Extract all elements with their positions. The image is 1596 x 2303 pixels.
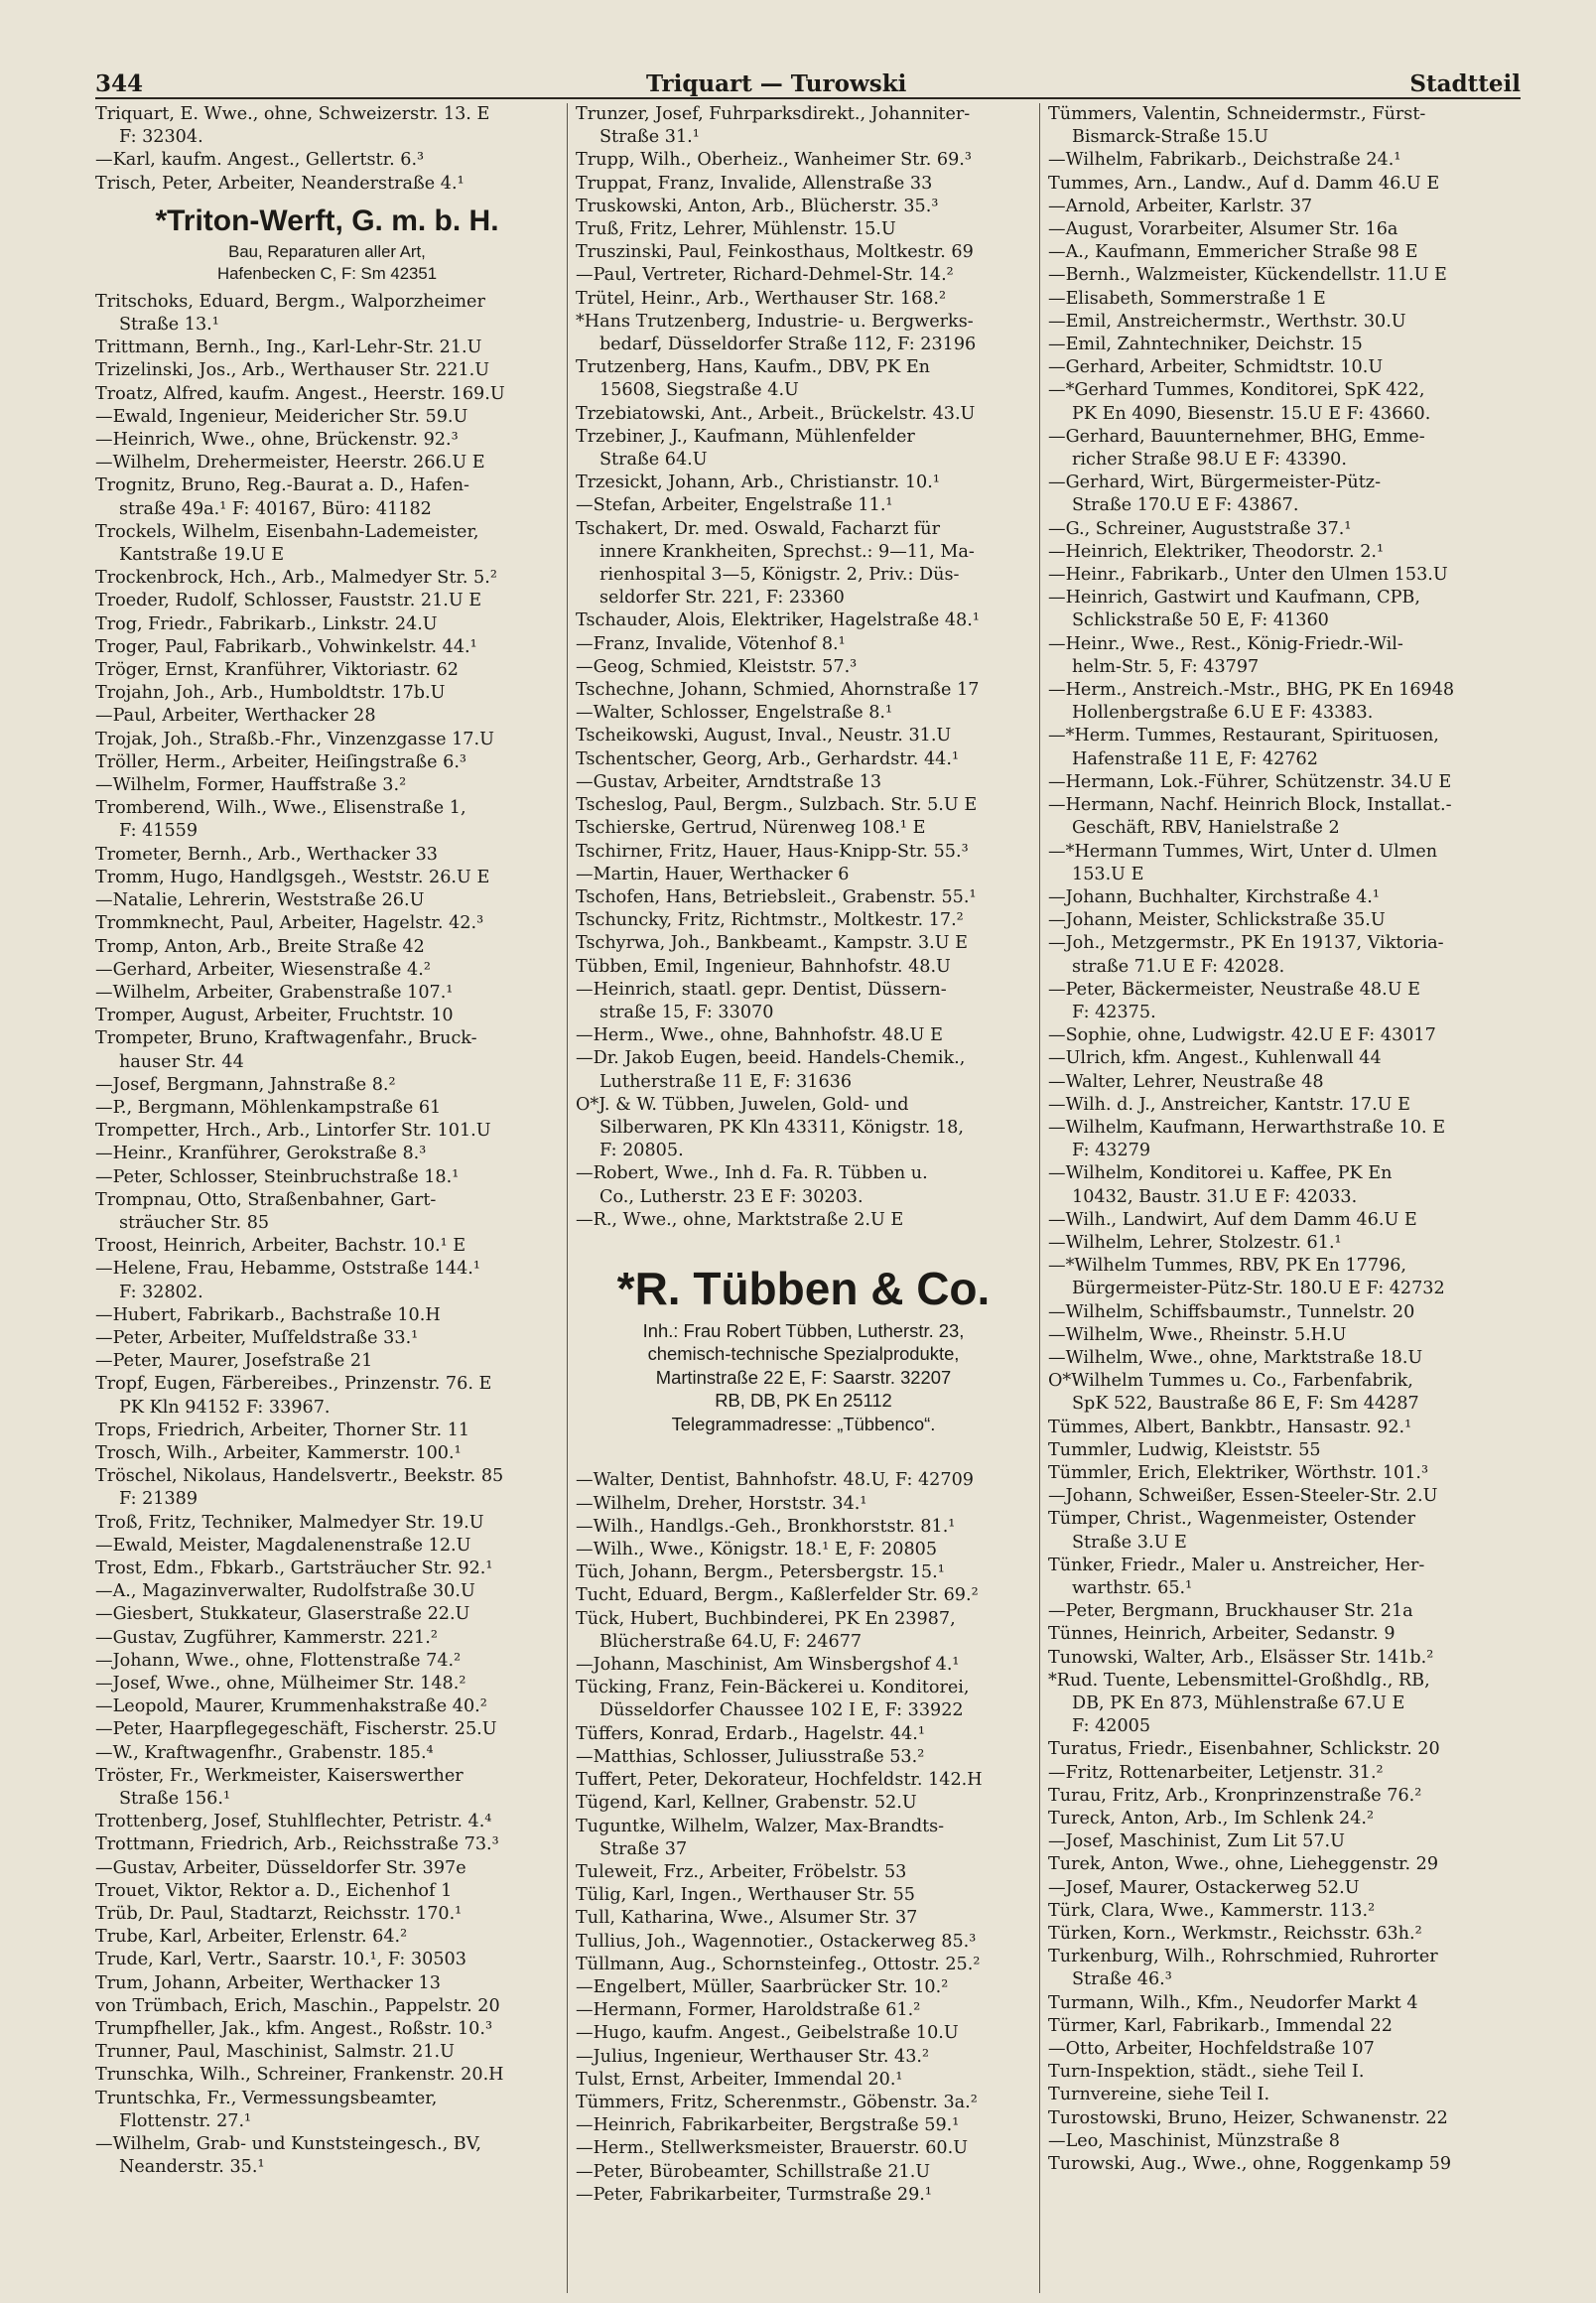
directory-entry: Trog, Friedr., Fabrikarb., Linkstr. 24.U [95,613,438,634]
directory-entry: Turnvereine, siehe Teil I. [1048,2085,1270,2105]
directory-entry: —Wilhelm, Fabrikarb., Deichstraße 24.¹ [1048,150,1401,171]
section-label: Stadtteil [1409,70,1521,97]
directory-entry: —Geog, Schmied, Kleiststr. 57.³ [576,656,858,677]
directory-entry: Troß, Fritz, Techniker, Malmedyer Str. 19.U [95,1512,484,1533]
advertisement-name: *Triton-Werft, G. m. b. H. [155,203,499,237]
directory-entry-continuation: F: 43279 [1072,1141,1151,1161]
directory-entry: —Peter, Haarpflegegeschäft, Fischerstr. 25.U [95,1719,497,1740]
directory-entry: Tüffers, Konrad, Erdarb., Hagelstr. 44.¹ [576,1723,925,1744]
directory-entry: —Leopold, Maurer, Krummenhakstraße 40.² [95,1696,487,1717]
directory-entry: —Natalie, Lehrerin, Weststraße 26.U [95,890,425,911]
directory-entry: Turau, Fritz, Arb., Kronprinzenstraße 76.² [1048,1785,1422,1806]
advertisement-line: Martinstraße 22 E, F: Saarstr. 32207 [655,1366,952,1388]
directory-entry: Trockenbrock, Hch., Arb., Malmedyer Str. 5.² [95,568,497,589]
directory-entry: —Walter, Dentist, Bahnhofstr. 48.U, F: 42709 [576,1470,974,1491]
directory-entry-continuation: Lutherstraße 11 E, F: 31636 [599,1071,853,1092]
directory-entry: Tull, Katharina, Wwe., Alsumer Str. 37 [576,1908,918,1929]
directory-entry: O*Wilhelm Tummes u. Co., Farbenfabrik, [1048,1371,1413,1392]
directory-entry-continuation: Blücherstraße 64.U, F: 24677 [599,1631,863,1652]
directory-entry: —Sophie, ohne, Ludwigstr. 42.U E F: 43017 [1048,1025,1436,1046]
directory-entry: —Wilhelm, Konditorei u. Kaffee, PK En [1048,1163,1393,1184]
directory-entry: Tschyrwa, Joh., Bankbeamt., Kampstr. 3.U E [576,933,968,954]
directory-entry-continuation: Straße 3.U E [1072,1532,1187,1553]
directory-entry: Trompetter, Hrch., Arb., Lintorfer Str. 101.U [95,1121,491,1142]
directory-entry: —Josef, Wwe., ohne, Mülheimer Str. 148.² [95,1674,466,1693]
directory-entry: Tschechne, Johann, Schmied, Ahornstraße 17 [576,680,980,701]
directory-entry: —Hermann, Nachf. Heinrich Block, Installat.- [1048,795,1452,816]
directory-entry: Trouet, Viktor, Rektor a. D., Eichenhof 1 [95,1880,453,1901]
directory-entry: Türk, Clara, Wwe., Kammerstr. 113.² [1048,1900,1376,1921]
advertisement-line: Telegrammadresse: „Tübbenco“. [671,1413,936,1434]
directory-entry: Tümper, Christ., Wagenmeister, Ostender [1048,1509,1416,1530]
directory-entry: —*Herm. Tummes, Restaurant, Spirituosen, [1048,726,1439,746]
directory-entry: Trizelinski, Jos., Arb., Werthauser Str. 221.U [95,360,490,381]
directory-entry: —A., Kaufmann, Emmericher Straße 98 E [1048,242,1418,263]
directory-entry: —Gerhard, Arbeiter, Schmidtstr. 10.U [1048,357,1384,378]
directory-entry: —Gerhard, Bauunternehmer, BHG, Emme- [1048,426,1425,447]
directory-entry: Tüch, Johann, Bergm., Petersbergstr. 15.¹ [576,1562,945,1583]
directory-entry: —Engelbert, Müller, Saarbrücker Str. 10.² [576,1976,949,1997]
column-1 [95,103,568,2293]
directory-entry: —Peter, Maurer, Josefstraße 21 [95,1351,373,1372]
directory-entry: Tschauder, Alois, Elektriker, Hagelstraße 48.¹ [576,610,980,631]
directory-entry: Tschierske, Gertrud, Nürenweg 108.¹ E [576,818,926,839]
directory-entry: Tschofen, Hans, Betriebsleit., Grabenstr. 55.¹ [576,886,977,907]
directory-entry-continuation: F: 21389 [119,1489,199,1510]
directory-entry: von Trümbach, Erich, Maschin., Pappelstr. 20 [95,1995,500,2016]
directory-entry-continuation: Straße 13.¹ [119,315,219,336]
directory-entry: *Rud. Tuente, Lebensmittel-Großhdlg., RB, [1048,1670,1430,1691]
directory-entry: —Josef, Maschinist, Zum Lit 57.U [1048,1831,1345,1852]
directory-entry-continuation: Straße 31.¹ [599,127,700,148]
directory-entry: Tück, Hubert, Buchbinderei, PK En 23987, [576,1608,956,1629]
directory-entry: Tummler, Ludwig, Kleiststr. 55 [1048,1439,1321,1460]
directory-entry: —Paul, Arbeiter, Werthacker 28 [95,706,376,727]
directory-entry: —Peter, Fabrikarbeiter, Turmstraße 29.¹ [576,2184,932,2205]
page-header [95,64,1521,99]
directory-entry: —Otto, Arbeiter, Hochfeldstraße 107 [1048,2039,1375,2060]
directory-entry: Trube, Karl, Arbeiter, Erlenstr. 64.² [95,1927,408,1948]
directory-entry: Turmann, Wilh., Kfm., Neudorfer Markt 4 [1048,1992,1418,2013]
directory-entry: Tromp, Anton, Arb., Breite Straße 42 [95,936,425,957]
running-title: Triquart — Turowski [646,70,907,97]
directory-entry-continuation: Bismarck-Straße 15.U [1072,127,1268,148]
directory-entry: Tümmes, Albert, Bankbtr., Hansastr. 92.¹ [1048,1417,1412,1437]
directory-entry: Tümmers, Valentin, Schneidermstr., Fürst- [1048,104,1426,124]
directory-entry: Trütel, Heinr., Arb., Werthauser Str. 168.² [576,288,947,309]
directory-entry-continuation: Straße 156.¹ [119,1789,231,1810]
directory-entry: Tulst, Ernst, Arbeiter, Immendal 20.¹ [576,2069,903,2090]
directory-entry: —Walter, Lehrer, Neustraße 48 [1048,1071,1324,1092]
directory-entry: —Wilh., Landwirt, Auf dem Damm 46.U E [1048,1209,1417,1230]
directory-entry: Trosch, Wilh., Arbeiter, Kammerstr. 100.¹ [95,1442,462,1463]
directory-entry-continuation: Flottenstr. 27.¹ [119,2110,252,2131]
directory-entry: Tunowski, Walter, Arb., Elsässer Str. 141b.² [1048,1647,1434,1668]
directory-entry-continuation: Düsseldorfer Chaussee 102 I E, F: 33922 [599,1700,964,1721]
directory-entry: —Johann, Maschinist, Am Winsbergshof 4.¹ [576,1655,960,1676]
directory-entry: —Fritz, Rottenarbeiter, Letjenstr. 31.² [1048,1762,1384,1783]
advertisement [576,1258,1031,1436]
directory-entry: —Hermann, Former, Haroldstraße 61.² [576,2000,921,2021]
directory-entry: —*Wilhelm Tummes, RBV, PK En 17796, [1048,1256,1407,1277]
directory-entry-continuation: Straße 64.U [599,450,708,471]
directory-entry: —Heinr., Wwe., Rest., König-Friedr.-Wil- [1048,633,1403,654]
directory-entry: —Martin, Hauer, Werthacker 6 [576,864,850,884]
directory-entry: Troger, Paul, Fabrikarb., Vohwinkelstr. 44.¹ [95,636,477,657]
directory-entry: —Wilhelm, Wwe., Rheinstr. 5.H.U [1048,1324,1347,1345]
directory-entry: —Walter, Schlosser, Engelstraße 8.¹ [576,703,893,724]
directory-entry: Tröger, Ernst, Kranführer, Viktoriastr. 62 [95,660,459,681]
directory-entry: Turostowski, Bruno, Heizer, Schwanenstr. 22 [1048,2107,1448,2128]
directory-entry: Trometer, Bernh., Arb., Werthacker 33 [95,844,439,865]
directory-entry: Trommknecht, Paul, Arbeiter, Hagelstr. 42.³ [95,913,484,934]
directory-entry: Turowski, Aug., Wwe., ohne, Roggenkamp 59 [1048,2154,1452,2175]
column-3 [1040,103,1556,2293]
directory-entry: —Peter, Arbeiter, Muſfeldstraße 33.¹ [95,1327,419,1348]
directory-entry: —Elisabeth, Sommerstraße 1 E [1048,288,1326,309]
directory-entry: Trittmann, Bernh., Ing., Karl-Lehr-Str. 21.U [95,338,482,358]
directory-entry: Triquart, E. Wwe., ohne, Schweizerstr. 13. E [95,104,490,124]
directory-entry: Turek, Anton, Wwe., ohne, Lieheggenstr. 29 [1048,1854,1439,1875]
directory-entry: —Robert, Wwe., Inh d. Fa. R. Tübben u. [576,1163,928,1184]
directory-entry-continuation: Neanderstr. 35.¹ [119,2157,265,2178]
directory-entry-continuation: straße 15, F: 33070 [599,1002,774,1022]
directory-entry: Tucht, Eduard, Bergm., Kaßlerfelder Str. 69.² [576,1585,979,1606]
directory-entry: —Heinr., Kranführer, Gerokstraße 8.³ [95,1144,427,1164]
directory-entry-continuation: straße 49a.¹ F: 40167, Büro: 41182 [119,498,432,519]
directory-entry: —Hermann, Lok.-Führer, Schützenstr. 34.U E [1048,771,1452,792]
directory-entry: —Karl, kaufm. Angest., Gellertstr. 6.³ [95,150,425,171]
directory-entry: —Ulrich, kfm. Angest., Kuhlenwall 44 [1048,1048,1382,1069]
page-number: 344 [95,70,144,97]
directory-entry: —Johann, Buchhalter, Kirchstraße 4.¹ [1048,886,1380,907]
directory-columns [95,103,1556,2293]
directory-entry: Türken, Korn., Werkmstr., Reichsstr. 63h.² [1048,1924,1422,1945]
directory-entry: —Johann, Meister, Schlickstraße 35.U [1048,910,1386,931]
directory-entry-continuation: Silberwaren, PK Kln 43311, Königstr. 18, [599,1117,964,1138]
directory-entry: Trompnau, Otto, Straßenbahner, Gart- [95,1189,437,1210]
directory-entry: Trude, Karl, Vertr., Saarstr. 10.¹, F: 30503 [95,1950,466,1970]
directory-entry: Tummes, Arn., Landw., Auf d. Damm 46.U E [1048,173,1440,194]
directory-entry: —Julius, Ingenieur, Werthauser Str. 43.² [576,2046,930,2067]
directory-entry: —August, Vorarbeiter, Alsumer Str. 16a [1048,219,1398,240]
directory-entry: Truppat, Franz, Invalide, Allenstraße 33 [576,173,933,194]
directory-entry: —Herm., Wwe., ohne, Bahnhofstr. 48.U E [576,1025,943,1046]
directory-entry-continuation: Geschäft, RBV, Hanielstraße 2 [1072,818,1340,839]
directory-entry: Trupp, Wilh., Oberheiz., Wanheimer Str. 69.³ [576,150,972,171]
directory-entry-continuation: DB, PK En 873, Mühlenstraße 67.U E [1072,1693,1405,1714]
directory-entry-continuation: 153.U E [1072,864,1144,884]
directory-entry: Tröschel, Nikolaus, Handelsvertr., Beekstr. 85 [95,1466,504,1487]
directory-entry: —Heinrich, Wwe., ohne, Brückenstr. 92.³ [95,430,459,451]
directory-entry-continuation: Kantstraße 19.U E [119,545,285,566]
directory-entry: Tromm, Hugo, Handlgsgeh., Weststr. 26.U E [95,867,490,887]
directory-entry-continuation: bedarf, Düsseldorfer Straße 112, F: 23196 [599,335,977,355]
directory-entry: —Peter, Bäckermeister, Neustraße 48.U E [1048,979,1420,1000]
directory-entry: —Wilh., Handlgs.-Geh., Bronkhorststr. 81.¹ [576,1516,956,1537]
directory-entry: —Hugo, kaufm. Angest., Geibelstraße 10.U [576,2023,959,2044]
directory-entry: Tromper, August, Arbeiter, Fruchtstr. 10 [95,1006,454,1026]
directory-entry: —Gerhard, Wirt, Bürgermeister-Pütz- [1048,473,1382,493]
directory-entry: Trottenberg, Josef, Stuhlflechter, Petristr. 4.⁴ [95,1812,492,1832]
directory-entry: Tullius, Joh., Wagennotier., Ostackerweg 85.³ [576,1931,977,1952]
directory-entry: Troeder, Rudolf, Schlosser, Fauststr. 21.U E [95,591,482,611]
directory-entry: Trunner, Paul, Maschinist, Salmstr. 21.U [95,2042,455,2063]
directory-entry-continuation: warthstr. 65.¹ [1072,1578,1193,1598]
directory-entry: —Josef, Bergmann, Jahnstraße 8.² [95,1074,396,1095]
directory-entry: —Wilh., Wwe., Königstr. 18.¹ E, F: 20805 [576,1540,938,1560]
directory-entry: Tuffert, Peter, Dekorateur, Hochfeldstr. 142.H [576,1770,983,1791]
directory-entry: —Wilhelm, Kaufmann, Herwarthstraße 10. E [1048,1117,1446,1138]
directory-entry: —*Gerhard Tummes, Konditorei, SpK 422, [1048,380,1425,401]
directory-entry: —Ewald, Meister, Magdalenenstraße 12.U [95,1535,471,1556]
directory-entry: Tröller, Herm., Arbeiter, Heiſingstraße 6.³ [95,751,466,772]
directory-entry: Trum, Johann, Arbeiter, Werthacker 13 [95,1972,441,1993]
directory-entry-continuation: F: 42375. [1072,1002,1156,1022]
directory-entry: Tscheslog, Paul, Bergm., Sulzbach. Str. 5.U E [576,795,978,816]
directory-entry-continuation: Straße 37 [599,1838,688,1859]
directory-entry: Tünnes, Heinrich, Arbeiter, Sedanstr. 9 [1048,1624,1396,1645]
directory-entry: —Matthias, Schlosser, Juliusstraße 53.² [576,1746,925,1767]
directory-entry: —Peter, Bürobeamter, Schillstraße 21.U [576,2161,931,2182]
directory-entry-continuation: sträucher Str. 85 [119,1212,270,1233]
directory-entry: Tügend, Karl, Kellner, Grabenstr. 52.U [576,1793,917,1814]
directory-entry: —Arnold, Arbeiter, Karlstr. 37 [1048,196,1313,216]
directory-entry: Turkenburg, Wilh., Rohrschmied, Ruhrorter [1048,1947,1438,1967]
directory-entry: Trunzer, Josef, Fuhrparksdirekt., Johanniter- [576,104,971,124]
directory-entry: Tuleweit, Frz., Arbeiter, Fröbelstr. 53 [576,1861,907,1882]
advertisement-line: chemisch-technische Spezialprodukte, [647,1343,960,1365]
directory-entry: Tschentscher, Georg, Arb., Gerhardstr. 44.¹ [576,748,960,769]
directory-entry-continuation: 10432, Baustr. 31.U E F: 42033. [1072,1186,1358,1207]
directory-entry: —Heinrich, Fabrikarbeiter, Bergstraße 59.¹ [576,2115,960,2136]
directory-entry-continuation: PK En 4090, Biesenstr. 15.U E F: 43660. [1072,403,1431,424]
directory-entry: —Bernh., Walzmeister, Kückendellstr. 11.U E [1048,265,1447,286]
advertisement-line: Inh.: Frau Robert Tübben, Lutherstr. 23, [642,1319,965,1341]
directory-entry: —Wilhelm, Schiffsbaumstr., Tunnelstr. 20 [1048,1301,1415,1322]
directory-entry: Trompeter, Bruno, Kraftwagenfahr., Bruck- [95,1028,477,1049]
directory-entry: Trost, Edm., Fbkarb., Gartsträucher Str. 92.¹ [95,1558,493,1578]
directory-entry-continuation: Schlickstraße 50 E, F: 41360 [1072,610,1329,631]
directory-entry: O*J. & W. Tübben, Juwelen, Gold- und [576,1094,909,1115]
directory-entry: *Hans Trutzenberg, Industrie- u. Bergwerks- [576,311,974,332]
directory-entry: —Heinrich, Gastwirt und Kaufmann, CPB, [1048,588,1420,609]
directory-entry: Tschakert, Dr. med. Oswald, Facharzt für [576,518,941,539]
advertisement-name: *R. Tübben & Co. [616,1262,991,1314]
directory-entry: —Heinr., Fabrikarb., Unter den Ulmen 153.U [1048,565,1448,586]
directory-entry: —Peter, Schlosser, Steinbruchstraße 18.¹ [95,1166,460,1187]
directory-entry: —Heinrich, Elektriker, Theodorstr. 2.¹ [1048,541,1385,562]
directory-entry: —Emil, Zahntechniker, Deichstr. 15 [1048,335,1363,355]
directory-entry: Turatus, Friedr., Eisenbahner, Schlickstr. 20 [1048,1739,1440,1760]
directory-entry: —Herm., Stellwerksmeister, Brauerstr. 60.U [576,2138,969,2159]
directory-entry: —Gustav, Arbeiter, Düsseldorfer Str. 397e [95,1857,466,1878]
directory-entry: —Emil, Anstreichermstr., Werthstr. 30.U [1048,311,1406,332]
directory-entry: Tröster, Fr., Werkmeister, Kaiserswerther [95,1765,464,1786]
advertisement-line: RB, DB, PK En 25112 [715,1390,892,1412]
directory-entry: Tümmers, Fritz, Scherenmstr., Göbenstr. 3a.² [576,2092,978,2112]
directory-entry: —G., Schreiner, Auguststraße 37.¹ [1048,518,1352,539]
directory-entry-continuation: F: 41559 [119,821,199,842]
column-2 [568,103,1040,2293]
directory-entry-continuation: Hollenbergstraße 6.U E F: 43383. [1072,703,1374,724]
directory-entry: Tünker, Friedr., Maler u. Anstreicher, Her- [1048,1555,1425,1575]
directory-entry: Trzebiner, J., Kaufmann, Mühlenfelder [576,426,915,447]
directory-entry: Tümmler, Erich, Elektriker, Wörthstr. 101.³ [1048,1462,1429,1483]
directory-entry-continuation: Bürgermeister-Pütz-Str. 180.U E F: 42732 [1072,1279,1445,1299]
directory-entry: Trzesickt, Johann, Arb., Christianstr. 10.¹ [576,473,940,493]
directory-entry: —Ewald, Ingenieur, Meidericher Str. 59.U [95,406,468,427]
directory-entry: Tromberend, Wilh., Wwe., Elisenstraße 1, [95,798,466,819]
directory-entry: Türmer, Karl, Fabrikarb., Immendal 22 [1048,2015,1393,2036]
directory-entry: Trumpfheller, Jak., kfm. Angest., Roßstr. 10.³ [95,2019,492,2040]
directory-entry-continuation: SpK 522, Baustraße 86 E, F: Sm 44287 [1072,1394,1419,1415]
directory-entry-continuation: innere Krankheiten, Sprechst.: 9—11, Ma- [599,541,975,562]
directory-entry: Trüb, Dr. Paul, Stadtarzt, Reichsstr. 170.¹ [95,1904,463,1925]
directory-entry: Troost, Heinrich, Arbeiter, Bachstr. 10.¹ E [95,1236,466,1257]
directory-entry: Troatz, Alfred, kaufm. Angest., Heerstr. 169.U [95,383,505,404]
directory-entry: —Giesbert, Stukkateur, Glaserstraße 22.U [95,1604,470,1625]
directory-entry-continuation: F: 32802. [119,1282,203,1302]
directory-entry: Tscheikowski, August, Inval., Neustr. 31.U [576,726,952,746]
directory-entry-continuation: richer Straße 98.U E F: 43390. [1072,450,1347,471]
directory-entry: —Paul, Vertreter, Richard-Dehmel-Str. 14.² [576,265,954,286]
directory-entry: —Joh., Metzgermstr., PK En 19137, Viktoria- [1048,933,1444,954]
directory-entry: —Wilh. d. J., Anstreicher, Kantstr. 17.U E [1048,1094,1410,1115]
directory-entry: Trojak, Joh., Straßb.-Fhr., Vinzenzgasse 17.U [95,729,494,749]
directory-entry: —Hubert, Fabrikarb., Bachstraße 10.H [95,1304,441,1325]
directory-entry: —Wilhelm, Arbeiter, Grabenstraße 107.¹ [95,982,454,1003]
directory-entry: Truszinski, Paul, Feinkosthaus, Moltkestr. 69 [576,242,974,263]
directory-entry: Truskowski, Anton, Arb., Blücherstr. 35.³ [576,196,939,216]
directory-entry: —Leo, Maschinist, Münzstraße 8 [1048,2130,1340,2151]
directory-entry: —Dr. Jakob Eugen, beeid. Handels-Chemik., [576,1048,966,1069]
directory-entry-continuation: 15608, Siegstraße 4.U [599,380,799,401]
directory-entry: Tschuncky, Fritz, Richtmstr., Moltkestr. 17.² [576,910,964,931]
directory-entry: Trzebiatowski, Ant., Arbeit., Brückelstr. 43.U [576,403,976,424]
directory-entry: Tübben, Emil, Ingenieur, Bahnhofstr. 48.U [576,956,951,977]
directory-entry-continuation: straße 71.U E F: 42028. [1072,956,1285,977]
directory-entry-continuation: Co., Lutherstr. 23 E F: 30203. [599,1186,864,1207]
directory-entry: —Wilhelm, Lehrer, Stolzestr. 61.¹ [1048,1232,1342,1253]
directory-entry: —Helene, Frau, Hebamme, Oststraße 144.¹ [95,1259,480,1280]
directory-entry-continuation: helm-Str. 5, F: 43797 [1072,656,1260,677]
directory-entry: —Stefan, Arbeiter, Engelstraße 11.¹ [576,495,893,516]
directory-entry: —Wilhelm, Grab- und Kunststeingesch., BV, [95,2134,481,2155]
directory-entry: —Josef, Maurer, Ostackerweg 52.U [1048,1877,1360,1898]
directory-entry: Tureck, Anton, Arb., Im Schlenk 24.² [1048,1809,1375,1829]
directory-entry: Tülig, Karl, Ingen., Werthauser Str. 55 [576,1885,915,1906]
directory-entry: Trutzenberg, Hans, Kaufm., DBV, PK En [576,357,931,378]
directory-entry: —Johann, Schweißer, Essen-Steeler-Str. 2.U [1048,1486,1438,1507]
directory-entry: —Wilhelm, Drehermeister, Heerstr. 266.U E [95,453,485,474]
directory-entry: —Heinrich, staatl. gepr. Dentist, Düssern- [576,979,947,1000]
directory-entry-continuation: seldorfer Str. 221, F: 23360 [599,588,845,609]
directory-entry: —Wilhelm, Dreher, Horststr. 34.¹ [576,1493,867,1514]
directory-entry: Trockels, Wilhelm, Eisenbahn-Lademeister, [95,521,479,542]
directory-entry: Trunschka, Wilh., Schreiner, Frankenstr. 20.H [95,2065,504,2086]
directory-entry-continuation: F: 42005 [1072,1716,1151,1737]
advertisement-line: Hafenbecken C, F: Sm 42351 [216,263,438,283]
directory-entry: —Gerhard, Arbeiter, Wiesenstraße 4.² [95,959,431,980]
directory-entry-continuation: Straße 46.³ [1072,1969,1172,1990]
directory-entry: Trisch, Peter, Arbeiter, Neanderstraße 4.¹ [95,173,465,194]
directory-entry: Trojahn, Joh., Arb., Humboldtstr. 17b.U [95,683,446,704]
directory-entry: —Franz, Invalide, Vötenhof 8.¹ [576,633,846,654]
directory-entry: Tschirner, Fritz, Hauer, Haus-Knipp-Str. 55.³ [576,841,969,862]
directory-entry: —R., Wwe., ohne, Marktstraße 2.U E [576,1209,904,1230]
directory-entry: —Peter, Bergmann, Bruckhauser Str. 21a [1048,1601,1413,1622]
advertisement-line: Bau, Reparaturen aller Art, [228,241,426,261]
directory-entry: Truß, Fritz, Lehrer, Mühlenstr. 15.U [576,219,896,240]
directory-entry: —Wilhelm, Former, Hauffstraße 3.² [95,775,407,796]
directory-entry: —*Hermann Tummes, Wirt, Unter d. Ulmen [1048,841,1438,862]
directory-entry: Turn-Inspektion, städt., siehe Teil I. [1048,2062,1365,2083]
directory-entry: —W., Kraftwagenfhr., Grabenstr. 185.⁴ [95,1742,434,1763]
directory-entry: —Johann, Wwe., ohne, Flottenstraße 74.² [95,1650,462,1671]
directory-entry: Tritschoks, Eduard, Bergm., Walporzheimer [95,291,485,312]
directory-entry: —Herm., Anstreich.-Mstr., BHG, PK En 16948 [1048,680,1455,701]
directory-entry: Tüllmann, Aug., Schornsteinfeg., Ottostr. 25.² [576,1954,981,1974]
directory-entry: Truntschka, Fr., Vermessungsbeamter, [95,2088,438,2108]
directory-entry-continuation: Hafenstraße 11 E, F: 42762 [1072,748,1318,769]
directory-entry: —Wilhelm, Wwe., ohne, Marktstraße 18.U [1048,1347,1423,1368]
directory-entry: Trottmann, Friedrich, Arb., Reichsstraße 73.³ [95,1834,499,1855]
directory-entry-continuation: rienhospital 3—5, Königstr. 2, Priv.: Düs- [599,565,960,586]
directory-entry: Trognitz, Bruno, Reg.-Baurat a. D., Hafen- [95,475,469,496]
directory-entry: Tropf, Eugen, Färbereibes., Prinzenstr. 76. E [95,1374,492,1395]
directory-entry: —A., Magazinverwalter, Rudolfstraße 30.U [95,1581,475,1602]
directory-entry-continuation: PK Kln 94152 F: 33967. [119,1397,331,1418]
directory-entry: —Gustav, Zugführer, Kammerstr. 221.² [95,1627,438,1648]
directory-entry: —Gustav, Arbeiter, Arndtstraße 13 [576,771,882,792]
directory-entry-continuation: F: 20805. [599,1141,684,1161]
directory-entry-continuation: F: 32304. [119,127,203,148]
advertisement [95,202,559,285]
directory-entry: —P., Bergmann, Möhlenkampstraße 61 [95,1097,442,1118]
directory-entry: Tücking, Franz, Fein-Bäckerei u. Konditorei, [576,1678,970,1698]
directory-entry: Tuguntke, Wilhelm, Walzer, Max-Brandts- [576,1816,945,1836]
directory-entry-continuation: hauser Str. 44 [119,1051,244,1072]
directory-entry: Trops, Friedrich, Arbeiter, Thorner Str. 11 [95,1420,470,1440]
directory-entry-continuation: Straße 170.U E F: 43867. [1072,495,1299,516]
